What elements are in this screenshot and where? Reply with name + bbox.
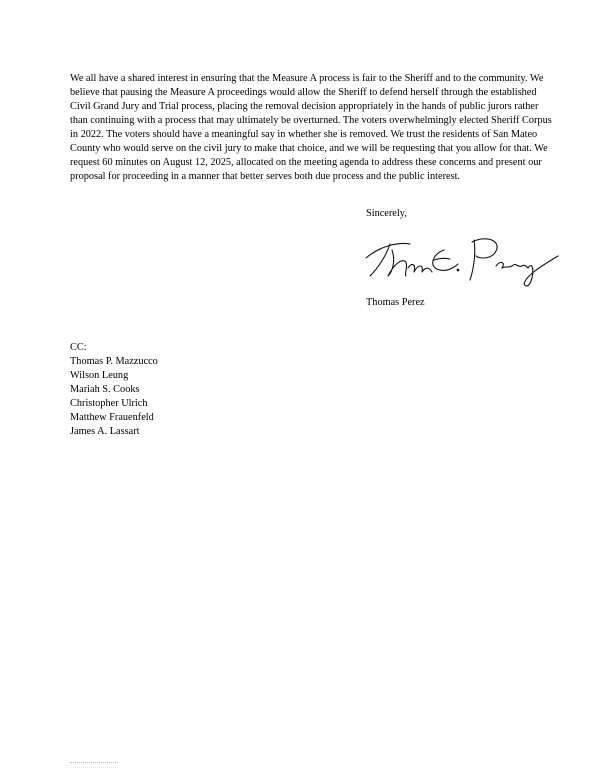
cc-list [70,355,158,439]
closing: Sincerely, [366,208,407,219]
footer-mark [70,762,118,766]
cc-recipient: Thomas P. Mazzucco [70,356,158,367]
signer-name: Thomas Perez [366,297,425,308]
signature-image [362,228,562,290]
letter-body: We all have a shared interest in ensuring that the Measure A process is fair to the Sheriff and to the community. We believe that pausing the Measure A proceedings would allow the Sheriff to defend herself through the established Civil Grand Jury and Trial process, placing the removal decision appropriately in the hands of public jurors rather than continuing with a process that may ultimately be overturned. The voters overwhelmingly elected Sheriff Corpus in 2022. The voters should have a meaningful say in whether she is removed. We trust the residents of San Mateo County who would serve on the civil jury to make that choice, and we will be requesting that you allow for that. We request 60 minutes on August 12, 2025, allocated on the meeting agenda to address these concerns and present our proposal for proceeding in a manner that better serves both due process and the public interest. [70,73,552,182]
cc-recipient: James A. Lassart [70,426,140,437]
cc-recipient: Mariah S. Cooks [70,384,140,395]
cc-label: CC: [70,342,87,353]
cc-recipient: Christopher Ulrich [70,398,148,409]
cc-recipient: Matthew Frauenfeld [70,412,154,423]
cc-recipient: Wilson Leung [70,370,129,381]
cc-section [70,341,158,439]
